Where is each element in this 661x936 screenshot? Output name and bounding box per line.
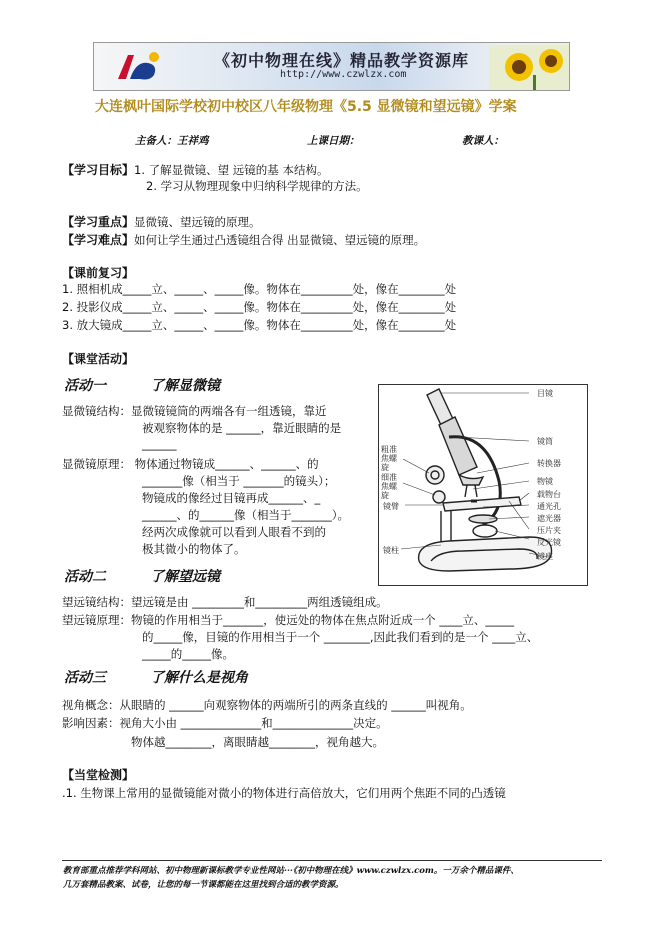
- activity-label: 【课堂活动】: [62, 352, 135, 366]
- objectives-label: 【学习目标】: [62, 163, 135, 177]
- act3-rule: 物体越________，离眼睛越________，视角越大。: [131, 735, 384, 749]
- keypoint-label: 【学习重点】: [62, 215, 135, 229]
- objective-1: 1. 了解显微镜、望 远镜的基 本结构。: [134, 163, 329, 177]
- objective-2: 2. 学习从物理现象中归纳科学规律的方法。: [146, 179, 368, 193]
- label-diaphragm: 遮光器: [537, 514, 561, 523]
- act2-structure: 望远镜结构：望远镜是由 _________和_________两组透镜组成。: [62, 595, 388, 609]
- site-logo-icon: [114, 49, 164, 85]
- difficulty-text: 如何让学生通过凸透镜组合得 出显微镜、望远镜的原理。: [134, 233, 426, 247]
- label-pillar: 镜柱: [383, 546, 399, 555]
- act1-principle-2: _______像（相当于 _______的镜头）；: [142, 474, 336, 488]
- page-title: 大连枫叶国际学校初中校区八年级物理《5.5 显微镜和望远镜》学案: [95, 99, 517, 115]
- act3-title: 了解什么是视角: [150, 670, 248, 686]
- sunflower-image: [489, 45, 569, 90]
- review-line-3: 3. 放大镜成_____立、_____、_____像。物体在_________处，像在________处: [62, 318, 457, 332]
- label-arm: 镜臂: [383, 502, 399, 511]
- act1-principle-6: 极其微小的物体了。: [142, 542, 246, 556]
- label-objective: 物镜: [537, 477, 553, 486]
- act1-principle-4: ______、的______像（相当于_______）。: [142, 508, 349, 522]
- act1-principle-1: 显微镜原理： 物体通过物镜成______、______、的: [62, 457, 319, 471]
- banner-title: 《初中物理在线》精品教学资源库: [214, 51, 470, 70]
- check-question-1: .1. 生物课上常用的显微镜能对微小的物体进行高倍放大，它们用两个焦距不同的凸透镜: [62, 786, 506, 800]
- review-label: 【课前复习】: [62, 266, 135, 280]
- check-label: 【当堂检测】: [62, 768, 135, 782]
- keypoint-section: [62, 213, 261, 230]
- class-date: 上课日期：: [307, 135, 360, 147]
- footer-rule: [62, 860, 602, 861]
- act3-concept: 视角概念：从眼睛的 ______向观察物体的两端所引的两条直线的 ______叫视角。: [62, 698, 472, 712]
- review-line-1: 1. 照相机成_____立、_____、_____像。物体在_________处，像在________处: [62, 282, 457, 296]
- label-tube: 镜筒: [537, 437, 553, 446]
- act1-principle-5: 经两次成像就可以看到人眼看不到的: [142, 525, 326, 539]
- footer-line-1: 教育部重点推荐学科网站、初中物理新课标教学专业性网站···《初中物理在线》www.czwlzx.com。一万余个精品课件、: [63, 866, 519, 876]
- label-aperture: 通光孔: [537, 502, 561, 511]
- microscope-figure: [378, 384, 588, 586]
- header-banner: [93, 42, 570, 91]
- label-eyepiece: 目镜: [537, 389, 553, 398]
- act1-structure-2: 被观察物体的是 ______，靠近眼睛的是: [142, 421, 342, 435]
- act2-principle-3: _____的_____像。: [142, 647, 234, 661]
- keypoint-text: 显微镜、望远镜的原理。: [134, 215, 261, 229]
- act1-title: 了解显微镜: [150, 378, 220, 394]
- act1-structure-3: ______: [142, 437, 177, 451]
- review-line-2: 2. 投影仪成_____立、_____、_____像。物体在_________处，像在________处: [62, 300, 457, 314]
- label-nosepiece: 转换器: [537, 459, 561, 468]
- act2-number: 活动二: [64, 569, 106, 585]
- act3-factors: 影响因素：视角大小由 ______________和______________决定。: [62, 716, 388, 730]
- act3-number: 活动三: [64, 670, 106, 686]
- act2-principle-1: 望远镜原理：物镜的作用相当于_______，使远处的物体在焦点附近成一个 ____立、_____: [62, 613, 515, 627]
- act2-title: 了解望远镜: [150, 569, 220, 585]
- label-clip: 压片夹: [537, 526, 561, 535]
- act2-principle-2: 的_____像，目镜的作用相当于一个 ________,因此我们看到的是一个 ____立、: [142, 630, 539, 644]
- banner-url: http://www.czwlzx.com: [280, 69, 407, 80]
- preparer: 主备人：王祥鸡: [135, 135, 209, 147]
- act1-number: 活动一: [64, 378, 106, 394]
- label-stage: 载物台: [537, 490, 561, 499]
- microscope-drawing: [379, 385, 587, 585]
- act1-structure-1: 显微镜结构：显微镜镜筒的两端各有一组透镜，靠近: [62, 404, 327, 418]
- label-base: 镜座: [537, 552, 553, 561]
- teacher: 教课人：: [462, 135, 504, 147]
- label-mirror: 反光镜: [537, 538, 561, 547]
- label-fine-knob: 细准焦螺旋: [381, 473, 397, 500]
- difficulty-section: [62, 231, 425, 248]
- difficulty-label: 【学习难点】: [62, 233, 135, 247]
- objectives-section: [62, 161, 328, 178]
- label-coarse-knob: 粗准焦螺旋: [381, 445, 397, 472]
- act1-principle-3: 物镜成的像经过目镜再成______、_: [142, 491, 321, 505]
- footer-line-2: 几万套精品教案、试卷，让您的每一节课都能在这里找到合适的教学资源。: [63, 880, 344, 890]
